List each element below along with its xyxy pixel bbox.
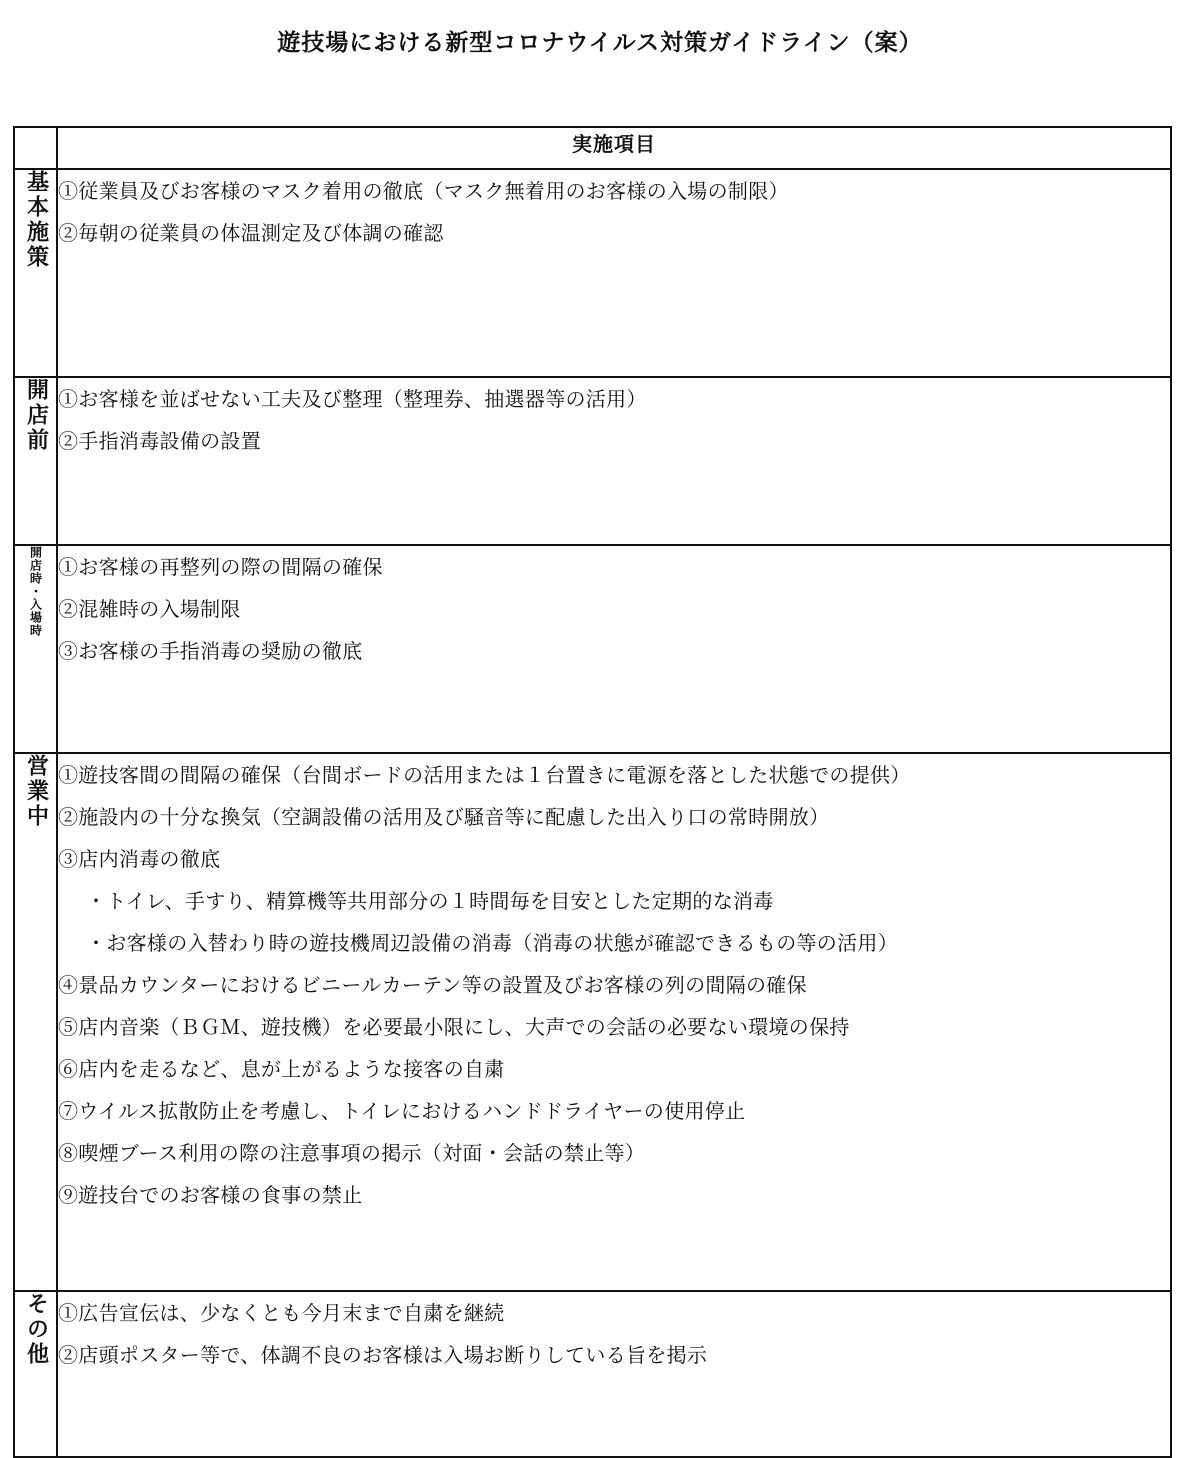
list-item: ②混雑時の入場制限: [58, 597, 241, 621]
category-label: 営業中: [23, 754, 49, 829]
list-item: ⑤店内音楽（ＢＧＭ、遊技機）を必要最小限にし、大声での会話の必要ない環境の保持: [58, 1015, 850, 1039]
list-item: ②店頭ポスター等で、体調不良のお客様は入場お断りしている旨を掲示: [58, 1343, 708, 1367]
sub-list-item: ・お客様の入替わり時の遊技機周辺設備の消毒（消毒の状態が確認できるもの等の活用）: [86, 931, 898, 955]
category-cell: [14, 753, 57, 1291]
list-item: ⑥店内を走るなど、息が上がるような接客の自粛: [58, 1057, 505, 1081]
list-item: ⑨遊技台でのお客様の食事の禁止: [58, 1183, 363, 1207]
section-row-opening-entry: [14, 545, 1171, 753]
items-cell: [57, 1291, 1171, 1457]
section-row-during-business: [14, 753, 1171, 1291]
list-item: ⑧喫煙ブース利用の際の注意事項の掲示（対面・会話の禁止等）: [58, 1141, 646, 1165]
list-item: ①遊技客間の間隔の確保（台間ボードの活用または１台置きに電源を落とした状態での提供）: [58, 763, 911, 787]
category-cell: [14, 169, 57, 377]
category-label: 開店前: [23, 378, 49, 453]
category-cell: [14, 377, 57, 545]
list-item: ①お客様の再整列の際の間隔の確保: [58, 555, 383, 579]
section-row-basic-measures: [14, 169, 1171, 377]
sub-list-item: ・トイレ、手すり、精算機等共用部分の１時間毎を目安とした定期的な消毒: [86, 889, 774, 913]
table-header-row: [14, 127, 1171, 169]
list-item: ④景品カウンターにおけるビニールカーテン等の設置及びお客様の列の間隔の確保: [58, 973, 807, 997]
category-label: 開店時・入場時: [28, 546, 43, 637]
category-cell: [14, 1291, 57, 1457]
list-item: ②毎朝の従業員の体温測定及び体調の確認: [58, 221, 444, 245]
list-item: ③お客様の手指消毒の奨励の徹底: [58, 639, 363, 663]
category-cell: [14, 545, 57, 753]
header-corner-cell: [14, 127, 57, 169]
list-item: ①従業員及びお客様のマスク着用の徹底（マスク無着用のお客様の入場の制限）: [58, 179, 789, 203]
section-row-before-opening: [14, 377, 1171, 545]
category-label: 基本施策: [23, 170, 49, 270]
list-item: ①お客様を並ばせない工夫及び整理（整理券、抽選器等の活用）: [58, 387, 647, 411]
list-item: ③店内消毒の徹底: [58, 847, 221, 871]
guideline-table: [13, 126, 1172, 1458]
list-item: ②手指消毒設備の設置: [58, 429, 261, 453]
list-item: ⑦ウイルス拡散防止を考慮し、トイレにおけるハンドドライヤーの使用停止: [58, 1099, 746, 1123]
list-item: ②施設内の十分な換気（空調設備の活用及び騒音等に配慮した出入り口の常時開放）: [58, 805, 830, 829]
items-cell: [57, 169, 1171, 377]
category-label: その他: [23, 1292, 49, 1367]
header-implementation-items: 実施項目: [57, 127, 1171, 169]
list-item: ①広告宣伝は、少なくとも今月末まで自粛を継続: [58, 1301, 505, 1325]
items-cell: [57, 545, 1171, 753]
section-row-other: [14, 1291, 1171, 1457]
items-cell: [57, 377, 1171, 545]
items-cell: [57, 753, 1171, 1291]
document-title: 遊技場における新型コロナウイルス対策ガイドライン（案）: [277, 30, 923, 56]
